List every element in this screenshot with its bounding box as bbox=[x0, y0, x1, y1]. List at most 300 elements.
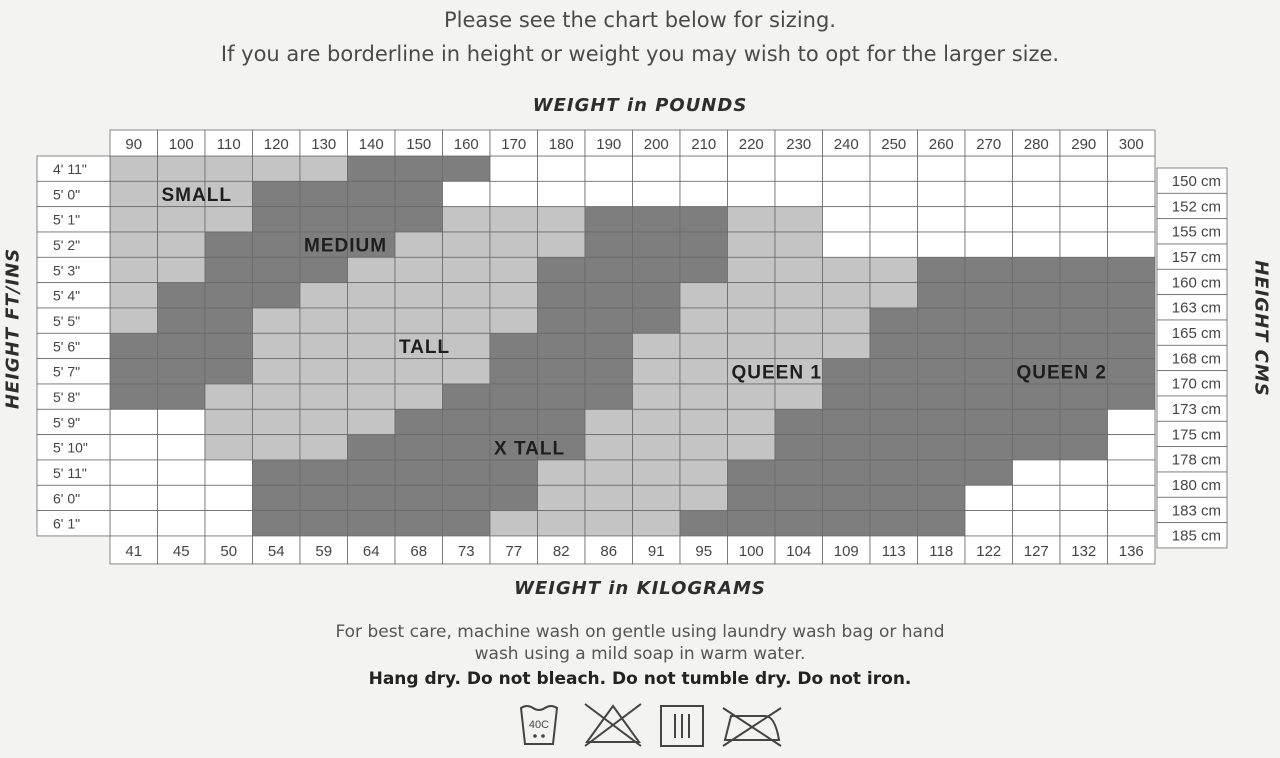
size-cell bbox=[585, 207, 633, 232]
height-cm-label: 180 cm bbox=[1171, 476, 1221, 494]
size-cell bbox=[158, 207, 206, 232]
size-cell bbox=[870, 435, 918, 460]
size-cell bbox=[538, 384, 586, 409]
size-cell bbox=[443, 308, 491, 333]
size-cell bbox=[158, 485, 206, 510]
size-cell bbox=[253, 485, 301, 510]
size-cell bbox=[300, 156, 348, 181]
size-cell bbox=[633, 257, 681, 282]
size-cell bbox=[300, 409, 348, 434]
size-cell bbox=[585, 308, 633, 333]
size-cell bbox=[965, 257, 1013, 282]
size-cell bbox=[775, 435, 823, 460]
lbs-tick-label: 150 bbox=[406, 136, 432, 153]
size-cell bbox=[1060, 333, 1108, 358]
size-cell bbox=[1060, 435, 1108, 460]
lbs-tick-label: 280 bbox=[1023, 136, 1049, 153]
size-cell bbox=[823, 181, 871, 206]
size-cell bbox=[965, 283, 1013, 308]
size-cell bbox=[1108, 257, 1156, 282]
size-cell bbox=[205, 232, 253, 257]
height-cm-label: 160 cm bbox=[1171, 274, 1221, 292]
height-ftin-label: 5' 10" bbox=[53, 439, 88, 456]
weight-pounds-title: WEIGHT in POUNDS bbox=[532, 95, 748, 116]
height-ftin-label: 5' 0" bbox=[53, 186, 81, 203]
size-cell bbox=[538, 283, 586, 308]
size-cell bbox=[158, 257, 206, 282]
size-cell bbox=[965, 359, 1013, 384]
size-cell bbox=[918, 156, 966, 181]
size-cell bbox=[1013, 485, 1061, 510]
height-cm-label: 183 cm bbox=[1171, 502, 1221, 520]
size-cell bbox=[1108, 283, 1156, 308]
size-cell bbox=[965, 460, 1013, 485]
size-cell bbox=[1013, 257, 1061, 282]
height-ftin-label: 5' 7" bbox=[53, 363, 81, 380]
size-cell bbox=[728, 384, 776, 409]
size-cell bbox=[918, 207, 966, 232]
lbs-tick-label: 290 bbox=[1071, 136, 1097, 153]
size-cell bbox=[395, 359, 443, 384]
size-cell bbox=[1013, 384, 1061, 409]
size-cell bbox=[538, 460, 586, 485]
size-cell bbox=[443, 232, 491, 257]
lbs-tick-label: 270 bbox=[976, 136, 1002, 153]
size-cell bbox=[965, 384, 1013, 409]
wash-40c-icon bbox=[521, 706, 557, 744]
lbs-tick-label: 120 bbox=[263, 136, 289, 153]
care-line-1: For best care, machine wash on gentle using laundry wash bag or hand bbox=[335, 622, 945, 642]
size-cell bbox=[490, 384, 538, 409]
size-cell bbox=[348, 384, 396, 409]
size-cell bbox=[775, 333, 823, 358]
size-cell bbox=[490, 308, 538, 333]
size-cell bbox=[728, 460, 776, 485]
size-cell bbox=[490, 283, 538, 308]
size-cell bbox=[823, 156, 871, 181]
size-cell bbox=[205, 283, 253, 308]
size-cell bbox=[965, 409, 1013, 434]
intro-line-2: If you are borderline in height or weight you may wish to opt for the larger size. bbox=[220, 42, 1060, 66]
size-cell bbox=[538, 156, 586, 181]
size-cell bbox=[680, 232, 728, 257]
size-cell bbox=[490, 333, 538, 358]
size-cell bbox=[1013, 435, 1061, 460]
size-cell bbox=[775, 181, 823, 206]
size-cell bbox=[775, 232, 823, 257]
size-cell bbox=[585, 460, 633, 485]
size-cell bbox=[918, 359, 966, 384]
height-cm-label: 155 cm bbox=[1171, 223, 1221, 241]
size-cell bbox=[443, 460, 491, 485]
size-cell bbox=[1108, 333, 1156, 358]
size-cell bbox=[110, 333, 158, 358]
size-cell bbox=[300, 333, 348, 358]
size-cell bbox=[395, 485, 443, 510]
size-cell bbox=[1013, 460, 1061, 485]
kg-tick-label: 136 bbox=[1118, 542, 1144, 560]
lbs-tick-label: 160 bbox=[453, 136, 479, 153]
size-cell bbox=[585, 283, 633, 308]
weight-kilograms-title: WEIGHT in KILOGRAMS bbox=[514, 578, 766, 599]
size-cell bbox=[538, 181, 586, 206]
size-label: MEDIUM bbox=[304, 235, 388, 257]
size-cell bbox=[965, 435, 1013, 460]
height-ftin-label: 5' 1" bbox=[53, 211, 81, 228]
size-cell bbox=[395, 384, 443, 409]
size-cell bbox=[1013, 308, 1061, 333]
size-cell bbox=[585, 485, 633, 510]
size-cell bbox=[1108, 207, 1156, 232]
size-cell bbox=[348, 283, 396, 308]
kg-tick-label: 64 bbox=[362, 542, 380, 560]
size-cell bbox=[158, 435, 206, 460]
size-cell bbox=[633, 384, 681, 409]
size-cell bbox=[300, 181, 348, 206]
size-cell bbox=[823, 511, 871, 536]
height-ftin-label: 5' 3" bbox=[53, 262, 81, 279]
size-cell bbox=[918, 460, 966, 485]
size-cell bbox=[300, 283, 348, 308]
size-cell bbox=[205, 156, 253, 181]
size-label: QUEEN 2 bbox=[1016, 362, 1107, 384]
height-cm-label: 178 cm bbox=[1171, 451, 1221, 469]
size-cell bbox=[158, 156, 206, 181]
size-cell bbox=[633, 460, 681, 485]
size-cell bbox=[1060, 308, 1108, 333]
size-cell bbox=[918, 283, 966, 308]
size-cell bbox=[633, 207, 681, 232]
size-cell bbox=[1013, 333, 1061, 358]
size-cell bbox=[870, 359, 918, 384]
height-ftin-label: 4' 11" bbox=[53, 161, 87, 177]
height-cm-label: 165 cm bbox=[1171, 324, 1221, 342]
size-cell bbox=[870, 181, 918, 206]
size-cell bbox=[1108, 181, 1156, 206]
size-cell bbox=[728, 232, 776, 257]
size-cell bbox=[823, 308, 871, 333]
size-cell bbox=[775, 485, 823, 510]
size-cell bbox=[680, 359, 728, 384]
size-cell bbox=[348, 359, 396, 384]
size-cell bbox=[158, 384, 206, 409]
size-cell bbox=[538, 257, 586, 282]
size-cell bbox=[918, 384, 966, 409]
size-cell bbox=[1108, 460, 1156, 485]
size-cell bbox=[680, 333, 728, 358]
size-cell bbox=[728, 511, 776, 536]
size-cell bbox=[918, 257, 966, 282]
size-cell bbox=[253, 232, 301, 257]
lbs-tick-label: 130 bbox=[311, 136, 337, 153]
size-cell bbox=[775, 156, 823, 181]
lbs-tick-label: 170 bbox=[501, 136, 527, 153]
size-cell bbox=[205, 257, 253, 282]
kg-tick-label: 91 bbox=[647, 542, 665, 560]
size-cell bbox=[918, 181, 966, 206]
size-cell bbox=[253, 257, 301, 282]
size-cell bbox=[443, 283, 491, 308]
height-ftin-label: 5' 6" bbox=[53, 338, 81, 355]
kg-tick-label: 41 bbox=[125, 542, 143, 560]
size-cell bbox=[490, 511, 538, 536]
size-cell bbox=[1060, 283, 1108, 308]
size-cell bbox=[870, 232, 918, 257]
size-cell bbox=[538, 207, 586, 232]
kg-tick-label: 77 bbox=[505, 542, 523, 560]
height-ftin-label: 5' 4" bbox=[53, 287, 81, 304]
size-cell bbox=[253, 435, 301, 460]
size-cell bbox=[1108, 308, 1156, 333]
size-cell bbox=[348, 257, 396, 282]
height-ftin-label: 5' 8" bbox=[53, 388, 81, 405]
size-cell bbox=[538, 409, 586, 434]
size-cell bbox=[728, 181, 776, 206]
size-cell bbox=[870, 308, 918, 333]
size-cell bbox=[775, 207, 823, 232]
size-cell bbox=[965, 156, 1013, 181]
size-cell bbox=[1060, 460, 1108, 485]
kg-tick-label: 122 bbox=[976, 542, 1002, 560]
size-cell bbox=[680, 435, 728, 460]
size-cell bbox=[395, 409, 443, 434]
size-cell bbox=[395, 308, 443, 333]
size-label: TALL bbox=[399, 336, 451, 358]
size-cell bbox=[300, 435, 348, 460]
size-cell bbox=[205, 308, 253, 333]
size-cell bbox=[775, 409, 823, 434]
size-cell bbox=[158, 460, 206, 485]
size-cell bbox=[1060, 485, 1108, 510]
size-cell bbox=[823, 283, 871, 308]
kg-tick-label: 68 bbox=[410, 542, 428, 560]
size-cell bbox=[633, 485, 681, 510]
size-cell bbox=[538, 485, 586, 510]
size-cell bbox=[253, 409, 301, 434]
size-cell bbox=[870, 283, 918, 308]
size-cell bbox=[633, 181, 681, 206]
size-cell bbox=[585, 511, 633, 536]
size-cell bbox=[870, 460, 918, 485]
size-cell bbox=[1060, 207, 1108, 232]
size-cell bbox=[680, 181, 728, 206]
size-cell bbox=[490, 485, 538, 510]
size-cell bbox=[110, 485, 158, 510]
size-cell bbox=[680, 283, 728, 308]
size-cell bbox=[395, 511, 443, 536]
size-cell bbox=[728, 207, 776, 232]
size-cell bbox=[300, 485, 348, 510]
size-cell bbox=[918, 409, 966, 434]
size-cell bbox=[348, 181, 396, 206]
size-cell bbox=[538, 232, 586, 257]
size-cell bbox=[823, 359, 871, 384]
kg-tick-label: 132 bbox=[1071, 542, 1097, 560]
height-ftin-label: 5' 11" bbox=[53, 464, 87, 481]
size-cell bbox=[443, 207, 491, 232]
size-cell bbox=[1108, 232, 1156, 257]
size-cell bbox=[205, 409, 253, 434]
size-cell bbox=[443, 181, 491, 206]
size-cell bbox=[775, 511, 823, 536]
height-cm-label: 170 cm bbox=[1171, 375, 1221, 393]
size-cell bbox=[300, 257, 348, 282]
size-cell bbox=[348, 409, 396, 434]
size-cell bbox=[823, 384, 871, 409]
size-cell bbox=[918, 435, 966, 460]
size-cell bbox=[633, 333, 681, 358]
size-cell bbox=[253, 333, 301, 358]
size-cell bbox=[1108, 156, 1156, 181]
size-cell bbox=[205, 460, 253, 485]
size-label: QUEEN 1 bbox=[731, 362, 822, 384]
height-ftin-label: 5' 2" bbox=[53, 236, 81, 253]
size-cell bbox=[205, 384, 253, 409]
size-cell bbox=[728, 257, 776, 282]
size-cell bbox=[633, 232, 681, 257]
size-cell bbox=[443, 359, 491, 384]
size-cell bbox=[585, 257, 633, 282]
size-cell bbox=[633, 435, 681, 460]
size-cell bbox=[348, 156, 396, 181]
kg-tick-label: 118 bbox=[929, 542, 954, 560]
size-cell bbox=[253, 359, 301, 384]
size-cell bbox=[870, 384, 918, 409]
size-cell bbox=[205, 435, 253, 460]
height-cm-label: 173 cm bbox=[1171, 400, 1221, 418]
size-cell bbox=[680, 257, 728, 282]
size-cell bbox=[1060, 257, 1108, 282]
size-cell bbox=[1013, 283, 1061, 308]
size-cell bbox=[253, 308, 301, 333]
size-cell bbox=[1108, 485, 1156, 510]
size-cell bbox=[965, 207, 1013, 232]
size-cell bbox=[965, 511, 1013, 536]
lbs-tick-label: 200 bbox=[643, 136, 669, 153]
height-ftin-label: 6' 1" bbox=[53, 515, 81, 532]
size-cell bbox=[1060, 181, 1108, 206]
size-cell bbox=[395, 156, 443, 181]
size-cell bbox=[1013, 409, 1061, 434]
size-cell bbox=[110, 207, 158, 232]
lbs-tick-label: 110 bbox=[216, 136, 241, 153]
size-cell bbox=[443, 435, 491, 460]
size-cell bbox=[823, 232, 871, 257]
size-cell bbox=[1108, 435, 1156, 460]
size-cell bbox=[1013, 232, 1061, 257]
size-cell bbox=[823, 485, 871, 510]
lbs-tick-label: 250 bbox=[881, 136, 907, 153]
size-cell bbox=[680, 384, 728, 409]
size-cell bbox=[158, 283, 206, 308]
size-cell bbox=[205, 359, 253, 384]
size-cell bbox=[870, 485, 918, 510]
size-cell bbox=[1060, 409, 1108, 434]
size-cell bbox=[158, 511, 206, 536]
size-cell bbox=[443, 485, 491, 510]
kg-tick-label: 73 bbox=[457, 542, 475, 560]
lbs-tick-label: 180 bbox=[548, 136, 574, 153]
lbs-tick-label: 240 bbox=[833, 136, 859, 153]
height-cm-label: 163 cm bbox=[1171, 299, 1221, 317]
size-cell bbox=[538, 308, 586, 333]
size-cell bbox=[253, 181, 301, 206]
kg-tick-label: 59 bbox=[315, 542, 333, 560]
size-cell bbox=[205, 333, 253, 358]
lbs-tick-label: 220 bbox=[738, 136, 764, 153]
size-cell bbox=[490, 156, 538, 181]
size-cell bbox=[823, 435, 871, 460]
no-bleach-icon bbox=[585, 704, 641, 746]
size-cell bbox=[585, 384, 633, 409]
size-cell bbox=[110, 359, 158, 384]
no-iron-icon bbox=[723, 708, 781, 746]
size-cell bbox=[300, 511, 348, 536]
size-cell bbox=[443, 156, 491, 181]
size-cell bbox=[490, 207, 538, 232]
size-cell bbox=[918, 485, 966, 510]
size-cell bbox=[870, 409, 918, 434]
lbs-tick-label: 210 bbox=[691, 136, 717, 153]
size-cell bbox=[300, 207, 348, 232]
size-cell bbox=[205, 207, 253, 232]
size-cell bbox=[680, 511, 728, 536]
size-cell bbox=[395, 435, 443, 460]
height-ftin-label: 5' 5" bbox=[53, 312, 81, 329]
size-cell bbox=[158, 333, 206, 358]
size-cell bbox=[300, 460, 348, 485]
size-cell bbox=[110, 384, 158, 409]
size-cell bbox=[158, 232, 206, 257]
size-cell bbox=[823, 207, 871, 232]
size-cell bbox=[443, 511, 491, 536]
size-cell bbox=[490, 232, 538, 257]
size-cell bbox=[585, 333, 633, 358]
lbs-tick-label: 230 bbox=[786, 136, 812, 153]
lbs-tick-label: 260 bbox=[928, 136, 954, 153]
size-cell bbox=[918, 308, 966, 333]
size-cell bbox=[823, 333, 871, 358]
size-cell bbox=[253, 460, 301, 485]
size-cell bbox=[965, 308, 1013, 333]
size-cell bbox=[443, 257, 491, 282]
size-cell bbox=[585, 409, 633, 434]
size-cell bbox=[728, 156, 776, 181]
size-cell bbox=[158, 308, 206, 333]
wash-temp-label: 40C bbox=[528, 719, 550, 731]
size-cell bbox=[775, 257, 823, 282]
size-cell bbox=[823, 257, 871, 282]
size-cell bbox=[823, 409, 871, 434]
size-cell bbox=[253, 384, 301, 409]
size-cell bbox=[110, 308, 158, 333]
size-cell bbox=[870, 257, 918, 282]
size-cell bbox=[965, 485, 1013, 510]
size-cell bbox=[110, 156, 158, 181]
size-cell bbox=[110, 460, 158, 485]
height-cm-label: 185 cm bbox=[1171, 527, 1221, 545]
height-ftins-title: HEIGHT FT/INS bbox=[2, 247, 24, 410]
size-cell bbox=[680, 409, 728, 434]
size-cell bbox=[395, 283, 443, 308]
size-cell bbox=[395, 257, 443, 282]
size-cell bbox=[348, 485, 396, 510]
size-cell bbox=[918, 333, 966, 358]
kg-tick-label: 45 bbox=[172, 542, 190, 560]
size-cell bbox=[680, 485, 728, 510]
lbs-tick-label: 190 bbox=[596, 136, 622, 153]
size-cell bbox=[1013, 511, 1061, 536]
